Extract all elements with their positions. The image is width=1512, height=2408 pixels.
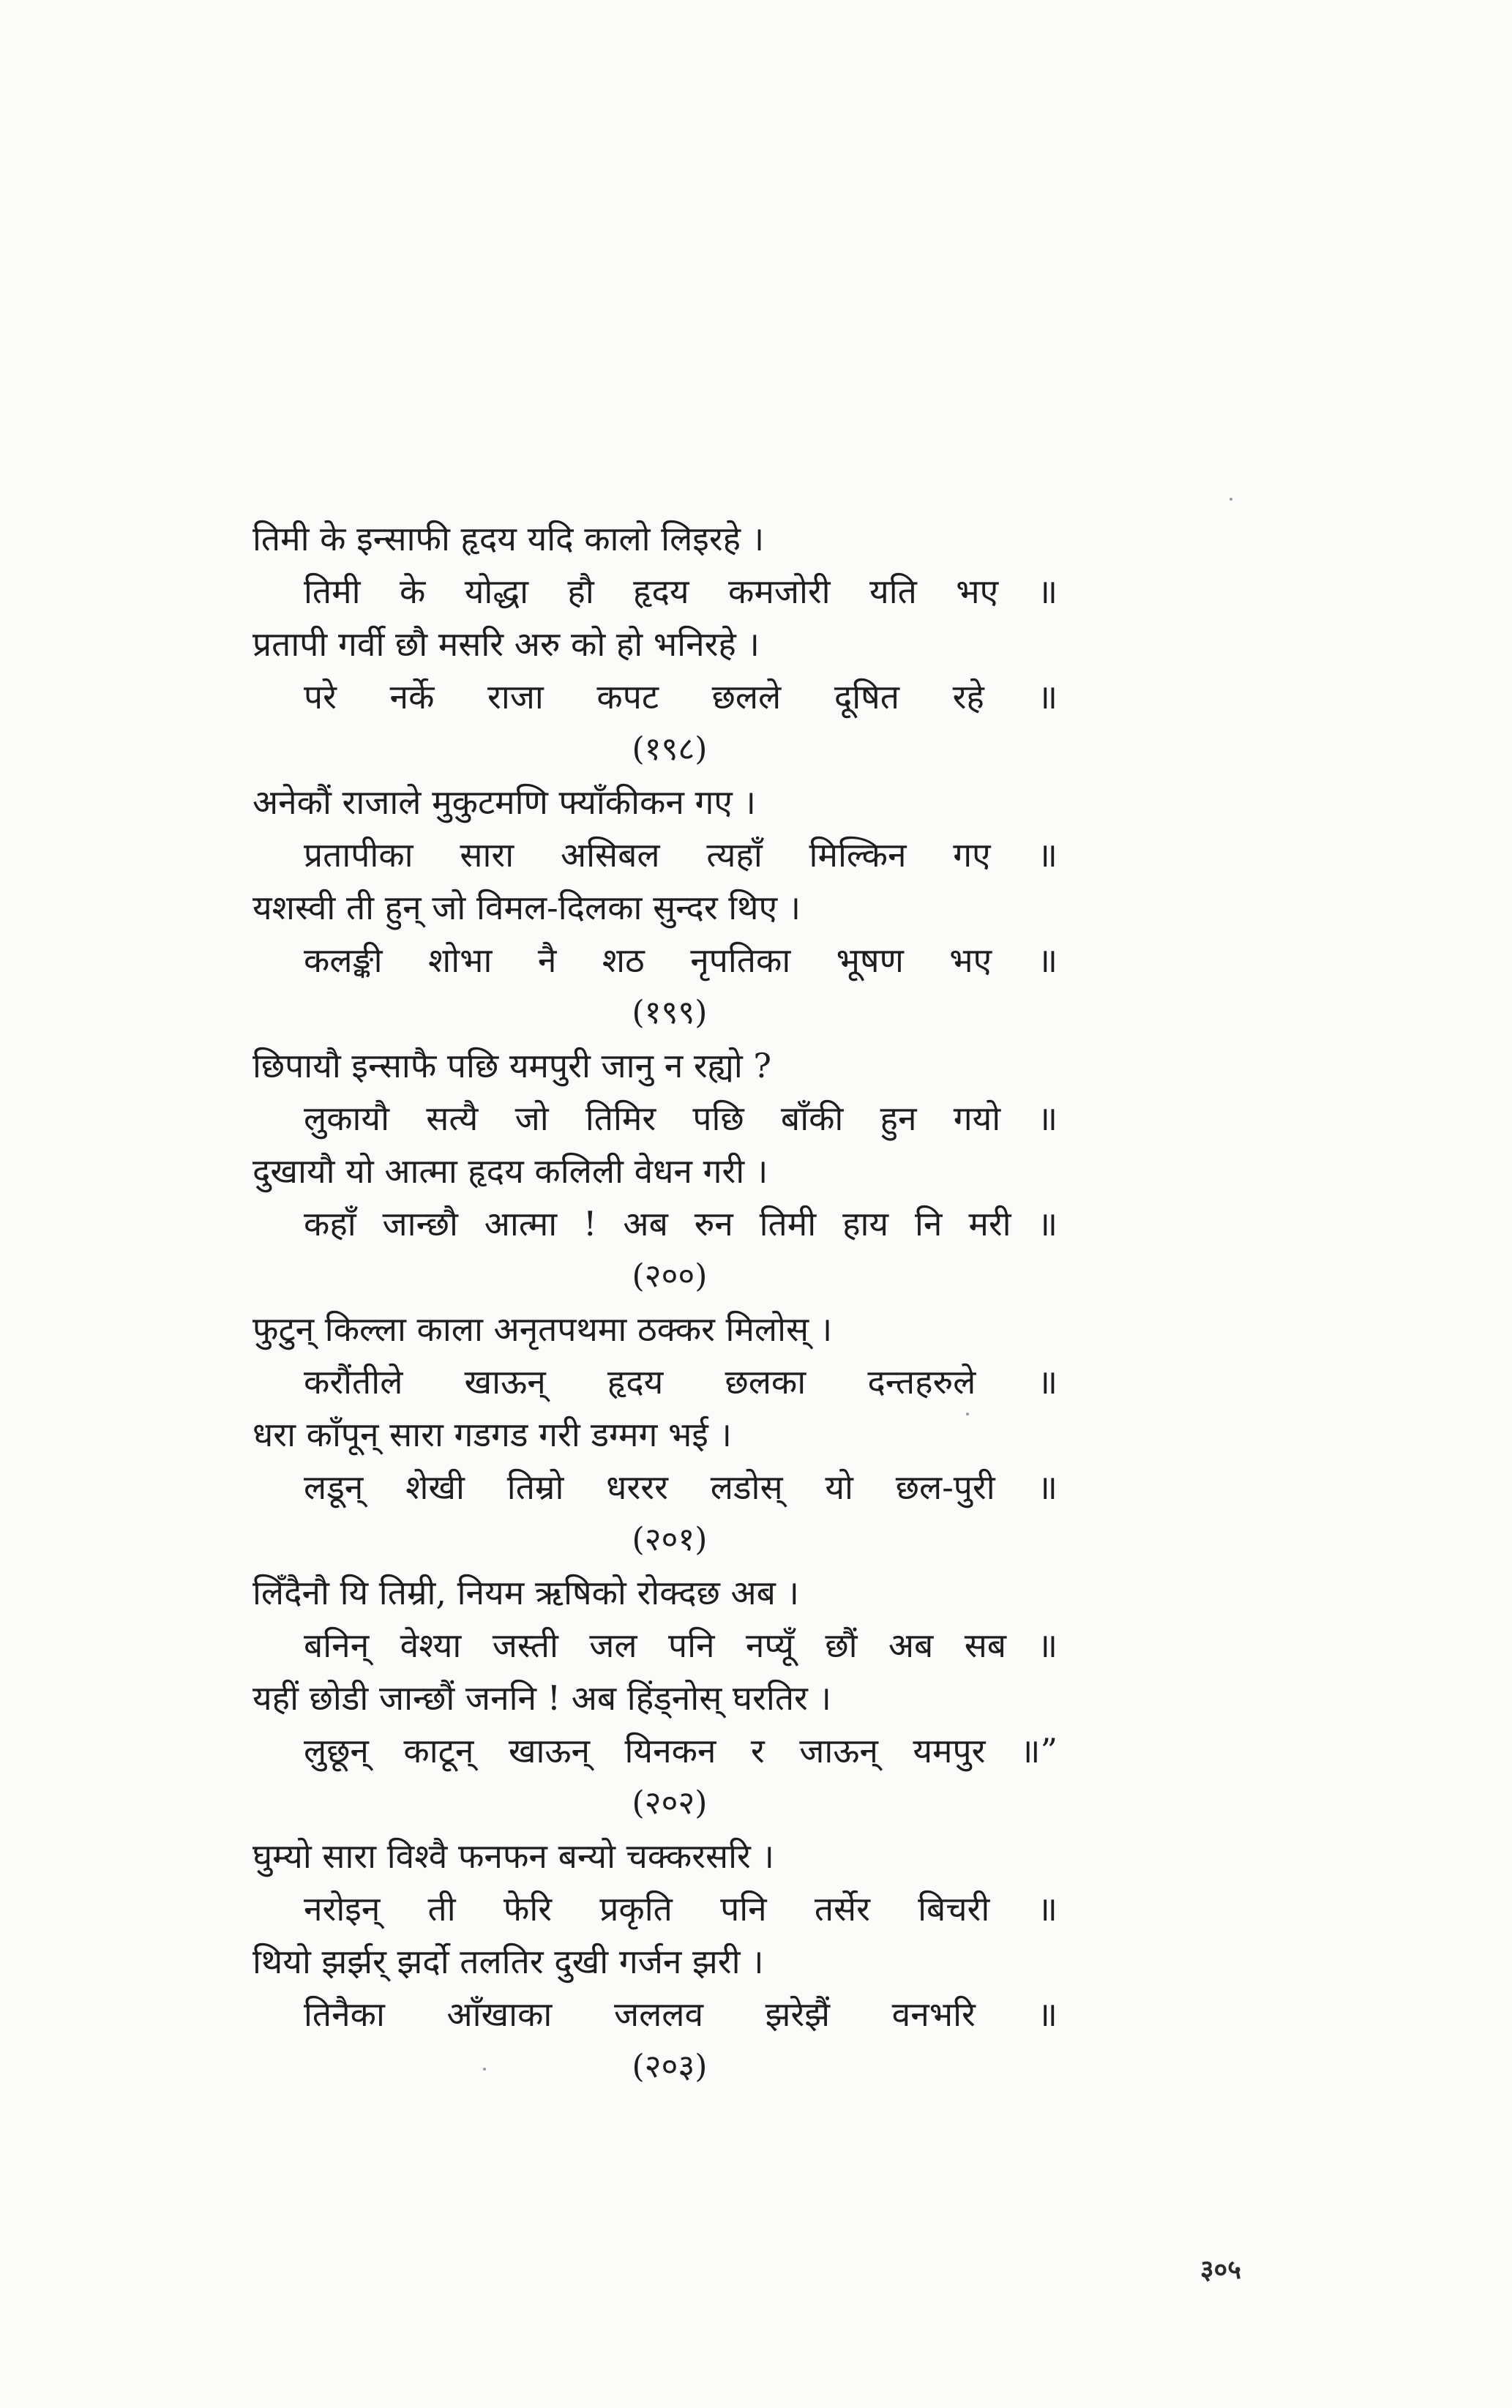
verse-line: धरा काँपून् सारा गडगड गरी डग्मग भई । xyxy=(252,1415,732,1454)
verse-line: नरोइन् ती फेरि प्रकृति पनि तर्सेर बिचरी ॥ xyxy=(304,1889,1058,1929)
verse-line: यहीं छोडी जान्छौं जननि ! अब हिंड्नोस् घरतिर । xyxy=(252,1678,831,1718)
verse-line: छिपायौ इन्साफै पछि यमपुरी जानु न रह्यो ? xyxy=(252,1046,772,1085)
verse-column xyxy=(252,512,1058,2093)
verse-number: (१९८) xyxy=(632,730,708,768)
verse-line: तिनैका आँखाका जललव झरेझैं वनभरि ॥ xyxy=(304,1994,1058,2034)
stanza-203 xyxy=(252,1830,1058,2093)
verse-line: कहाँ जान्छौ आत्मा ! अब रुन तिमी हाय नि मरी ॥ xyxy=(304,1204,1058,1244)
verse-line: करौंतीले खाऊन् हृदय छलका दन्तहरुले ॥ xyxy=(304,1362,1058,1402)
verse-line: कलङ्की शोभा नै शठ नृपतिका भूषण भए ॥ xyxy=(304,941,1058,980)
verse-line: प्रतापीका सारा असिबल त्यहाँ मिल्किन गए ॥ xyxy=(304,835,1058,875)
stanza-202 xyxy=(252,1566,1058,1830)
paper-speck xyxy=(1230,498,1232,501)
verse-line: प्रतापी गर्वी छौ मसरि अरु को हो भनिरहे । xyxy=(252,624,760,664)
verse-line: थियो झर्झर् झर्दो तलतिर दुखी गर्जन झरी । xyxy=(252,1942,764,1981)
verse-number: (२००) xyxy=(632,1257,708,1295)
verse-line: लडून् शेखी तिम्रो धररर लडोस् यो छल-पुरी ॥ xyxy=(304,1467,1058,1507)
stanza-201 xyxy=(252,1303,1058,1566)
stanza-200 xyxy=(252,1039,1058,1303)
verse-line: अनेकौं राजाले मुकुटमणि फ्याँकीकन गए । xyxy=(252,782,756,822)
verse-line: फुटुन् किल्ला काला अनृतपथमा ठक्कर मिलोस् । xyxy=(252,1309,833,1349)
verse-number: (२०२) xyxy=(632,1784,708,1822)
verse-line: बनिन् वेश्या जस्ती जल पनि नप्यूँ छौं अब सब ॥ xyxy=(304,1626,1058,1665)
stanza-199 xyxy=(252,776,1058,1039)
verse-line: लुछून् काटून् खाऊन् यिनकन र जाऊन् यमपुर ॥” xyxy=(304,1731,1058,1771)
verse-number: (२०१) xyxy=(632,1521,708,1558)
verse-line: घुम्यो सारा विश्वै फनफन बन्यो चक्करसरि । xyxy=(252,1836,774,1876)
verse-number: (२०३) xyxy=(632,2048,708,2085)
verse-line: लुकायौ सत्यै जो तिमिर पछि बाँकी हुन गयो ॥ xyxy=(304,1099,1058,1138)
page-number: ३०५ xyxy=(1200,2254,1241,2285)
verse-line: तिमी के योद्धा हौ हृदय कमजोरी यति भए ॥ xyxy=(304,572,1058,611)
paper-speck xyxy=(483,2068,486,2071)
verse-line: यशस्वी ती हुन् जो विमल-दिलका सुन्दर थिए । xyxy=(252,888,801,927)
paper-speck xyxy=(966,1413,969,1416)
verse-number: (१९९) xyxy=(632,994,708,1031)
verse-line: दुखायौ यो आत्मा हृदय कलिली वेधन गरी । xyxy=(252,1151,768,1191)
verse-line: तिमी के इन्साफी हृदय यदि कालो लिइरहे । xyxy=(252,519,765,558)
verse-line: लिँदैनौ यि तिम्री, नियम ऋषिको रोक्दछ अब । xyxy=(252,1573,799,1612)
stanza-198 xyxy=(252,512,1058,776)
verse-line: परे नर्के राजा कपट छलले दूषित रहे ॥ xyxy=(304,677,1058,717)
